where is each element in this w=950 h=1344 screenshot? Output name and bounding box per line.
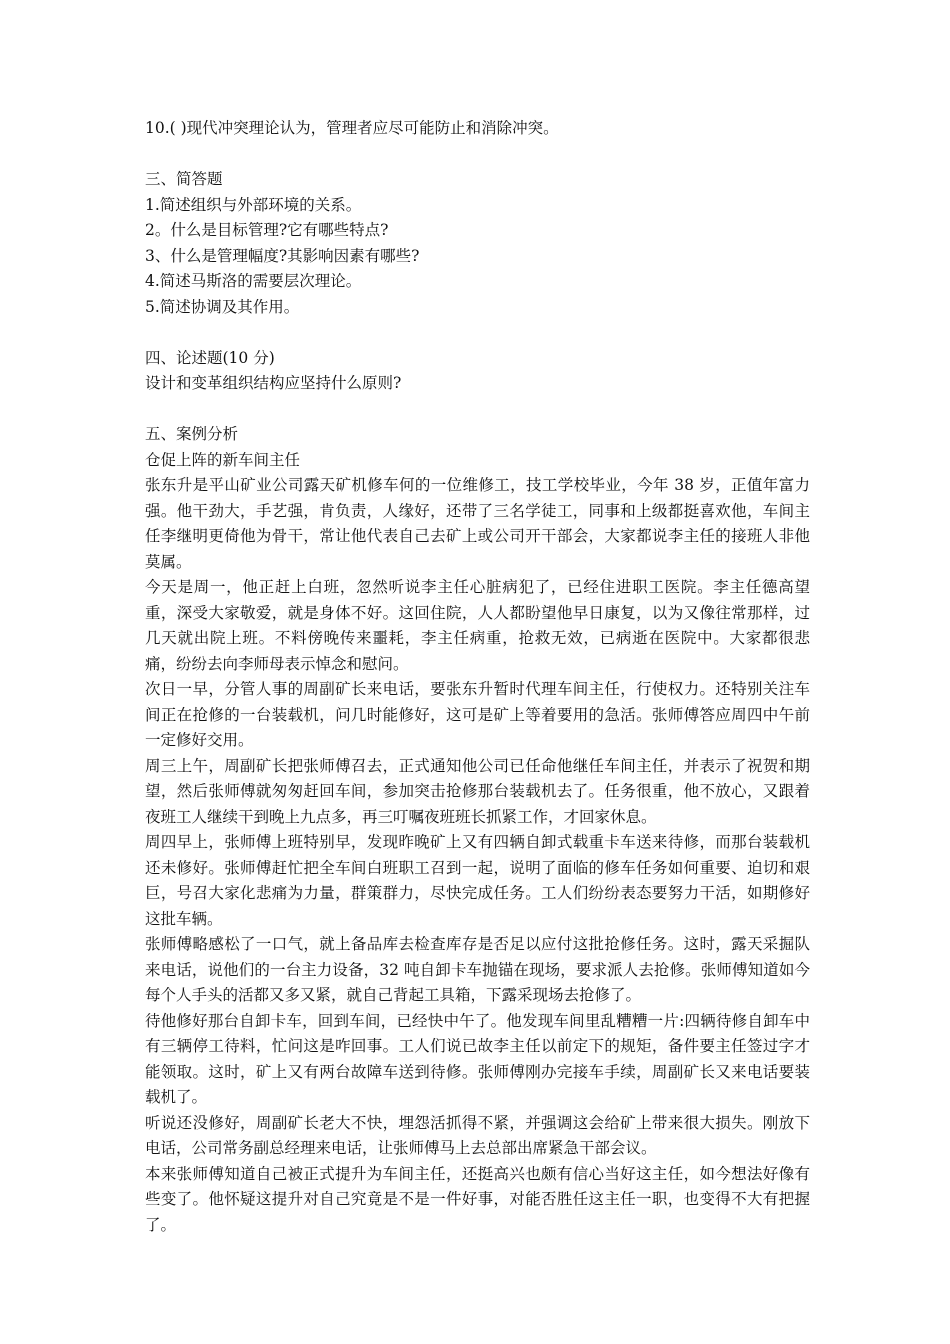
short-question-5: 5.简述协调及其作用。 bbox=[145, 297, 300, 316]
section5-heading: 五、案例分析 bbox=[145, 425, 239, 443]
judgment-item-10: 10.( )现代冲突理论认为，管理者应尽可能防止和消除冲突。 bbox=[145, 119, 559, 137]
case-paragraph-8: 听说还没修好，周副矿长老大不快，埋怨活抓得不紧，并强调这会给矿上带来很大损失。刚放下电话，公司常务副总经理来电话，让张师傅马上去总部出席紧急干部会议。 bbox=[145, 1113, 810, 1157]
short-question-3: 3、什么是管理幅度?其影响因素有哪些? bbox=[145, 246, 420, 265]
spacer bbox=[145, 397, 810, 423]
case-paragraph-6: 张师傅略感松了一口气，就上备品库去检查库存是否足以应付这批抢修任务。这时，露天采掘队来电话，说他们的一台主力设备，32 吨自卸卡车抛锚在现场，要求派人去抢修。张师傅知道如今每个人手头的活都又多又紧，就自己背起工具箱，下露采现场去抢修了。 bbox=[145, 935, 810, 1004]
case-paragraph-3: 次日一早，分管人事的周副矿长来电话，要张东升暂时代理车间主任，行使权力。还特别关注车间正在抢修的一台装载机，问几时能修好，这可是矿上等着要用的急活。张师傅答应周四中午前一定修好交用。 bbox=[145, 680, 810, 749]
spacer bbox=[145, 320, 810, 346]
case-title: 仓促上阵的新车间主任 bbox=[145, 450, 301, 469]
section4-heading: 四、论述题(10 分) bbox=[145, 348, 275, 367]
short-question-4: 4.简述马斯洛的需要层次理论。 bbox=[145, 272, 362, 290]
short-question-2: 2。什么是目标管理?它有哪些特点? bbox=[145, 221, 389, 239]
case-paragraph-9: 本来张师傅知道自己被正式提升为车间主任，还挺高兴也颇有信心当好这主任，如今想法好像有些变了。他怀疑这提升对自己究竟是不是一件好事，对能否胜任这主任一职，也变得不大有把握了。 bbox=[145, 1164, 810, 1234]
case-paragraph-7: 待他修好那台自卸卡车，回到车间，已经快中午了。他发现车间里乱糟糟一片:四辆待修自卸车中有三辆停工待料，忙问这是咋回事。工人们说已故李主任以前定下的规矩，备件要主任签过字才能领取。这时，矿上又有两台故障车送到待修。张师傅刚办完接车手续，周副矿长又来电话要装载机了。 bbox=[145, 1011, 810, 1106]
spacer bbox=[145, 142, 810, 168]
essay-question: 设计和变革组织结构应坚持什么原则? bbox=[145, 374, 402, 392]
case-paragraph-1: 张东升是平山矿业公司露天矿机修车何的一位维修工，技工学校毕业，今年 38 岁，正值年富力强。他干劲大，手艺强，肯负责，人缘好，还带了三名学徒工，同事和上级都挺喜欢他，车间主任李继明更倚他为骨干，常让他代表自己去矿上或公司开干部会，大家都说李主任的接班人非他莫属。 bbox=[145, 476, 810, 571]
case-paragraph-5: 周四早上，张师傅上班特别早，发现昨晚矿上又有四辆自卸式载重卡车送来待修，而那台装载机还未修好。张师傅赶忙把全车间白班职工召到一起，说明了面临的修车任务如何重要、迫切和艰巨，号召大家化悲痛为力量，群策群力，尽快完成任务。工人们纷纷表态要努力干活，如期修好这批车辆。 bbox=[145, 833, 810, 928]
case-paragraph-2: 今天是周一，他正赶上白班，忽然听说李主任心脏病犯了，已经住进职工医院。李主任德高望重，深受大家敬爱，就是身体不好。这回住院，人人都盼望他早日康复，以为又像往常那样，过几天就出院上班。不料傍晚传来噩耗，李主任病重，抢救无效，已病逝在医院中。大家都很悲痛，纷纷去向李师母表示悼念和慰问。 bbox=[145, 578, 810, 673]
short-question-1: 1.简述组织与外部环境的关系。 bbox=[145, 195, 362, 214]
section3-heading: 三、简答题 bbox=[145, 170, 223, 188]
case-paragraph-4: 周三上午，周副矿长把张师傅召去，正式通知他公司已任命他继任车间主任，并表示了祝贺和期望，然后张师傅就匆匆赶回车间，参加突击抢修那台装载机去了。任务很重，他不放心，又跟着夜班工人继续干到晚上九点多，再三叮嘱夜班班长抓紧工作，才回家休息。 bbox=[145, 756, 810, 826]
document-page bbox=[145, 116, 810, 1238]
